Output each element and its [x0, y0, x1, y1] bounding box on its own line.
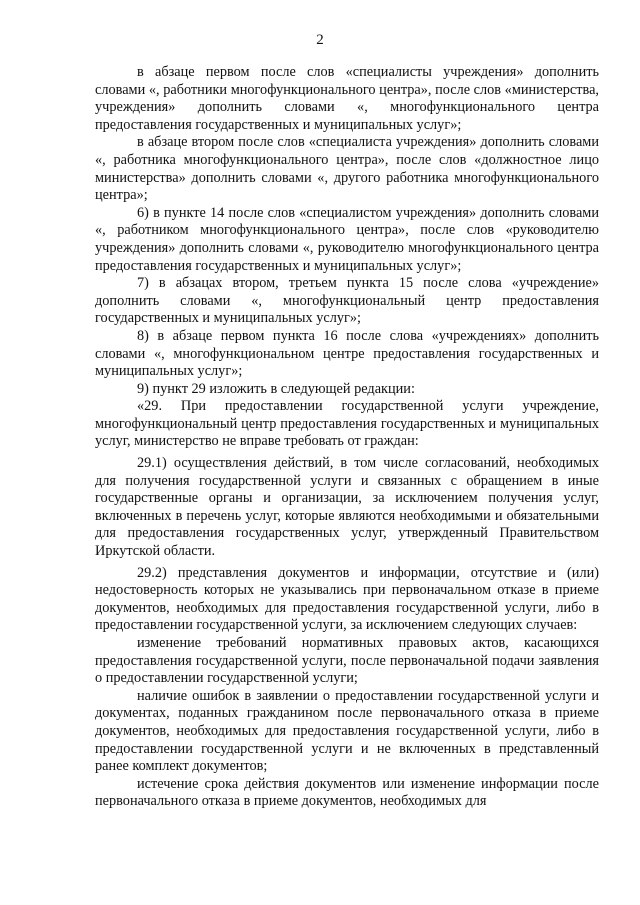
- paragraph-item-7: 7) в абзацах втором, третьем пункта 15 после слова «учреждение» дополнить словами «, многофункциональный центр предоставления государственных и муниципальных услуг»;: [95, 275, 599, 327]
- paragraph-case-requirements-change: изменение требований нормативных правовых актов, касающихся предоставления государственной услуги, после первоначальной подачи заявления о предоставлении государственной услуги;: [95, 635, 599, 687]
- paragraph-amend-para1-specialists: в абзаце первом после слов «специалисты учреждения» дополнить словами «, работники многофункционального центра», после слов «министерства, учреждения» дополнить словами «, многофункционального центра предоставления государственных и муниципальных услуг»;: [95, 64, 599, 133]
- document-body: [95, 64, 599, 811]
- paragraph-item-6: 6) в пункте 14 после слов «специалистом учреждения» дополнить словами «, работником многофункционального центра», после слов «руководителю учреждения» дополнить словами «, руководителю многофункционального центра предоставления государственных и муниципальных услуг»;: [95, 204, 599, 274]
- paragraph-case-expiry: истечение срока действия документов или изменение информации после первоначального отказа в приеме документов, необходимых для: [95, 775, 599, 810]
- paragraph-point-29-2: 29.2) представления документов и информации, отсутствие и (или) недостоверность которых не указывались при первоначальном отказе в приеме документов, необходимых для предоставления государственной услуги, либо в предоставлении государственной услуги, за исключением следующих случаев:: [95, 564, 599, 634]
- paragraph-item-9: 9) пункт 29 изложить в следующей редакции:: [137, 380, 415, 397]
- paragraph-point-29: «29. При предоставлении государственной услуги учреждение, многофункциональный центр предоставления государственных и муниципальных услуг, министерство не вправе требовать от граждан:: [95, 398, 599, 450]
- paragraph-point-29-1: 29.1) осуществления действий, в том числе согласований, необходимых для получения государственной услуги и связанных с обращением в иные государственные органы и организации, за исключением получения услуг, включенных в перечень услуг, которые являются необходимыми и обязательными для предоставления государственных услуг, утвержденный Правительством Иркутской области.: [95, 455, 599, 560]
- page-number: 2: [316, 32, 324, 48]
- paragraph-item-8: 8) в абзаце первом пункта 16 после слова «учреждениях» дополнить словами «, многофункциональном центре предоставления государственных и муниципальных услуг»;: [95, 327, 599, 380]
- paragraph-amend-para2-specialist: в абзаце втором после слов «специалиста учреждения» дополнить словами «, работника многофункционального центра», после слов «должностное лицо министерства» дополнить словами «, другого работника многофункционального центра»;: [95, 134, 599, 204]
- paragraph-case-errors: наличие ошибок в заявлении о предоставлении государственной услуги и документах, поданных гражданином после первоначального отказа в приеме документов, необходимых для предоставления государственной услуги, либо в предоставлении государственной услуги и не включенных в представленный ранее комплект документов;: [95, 687, 599, 775]
